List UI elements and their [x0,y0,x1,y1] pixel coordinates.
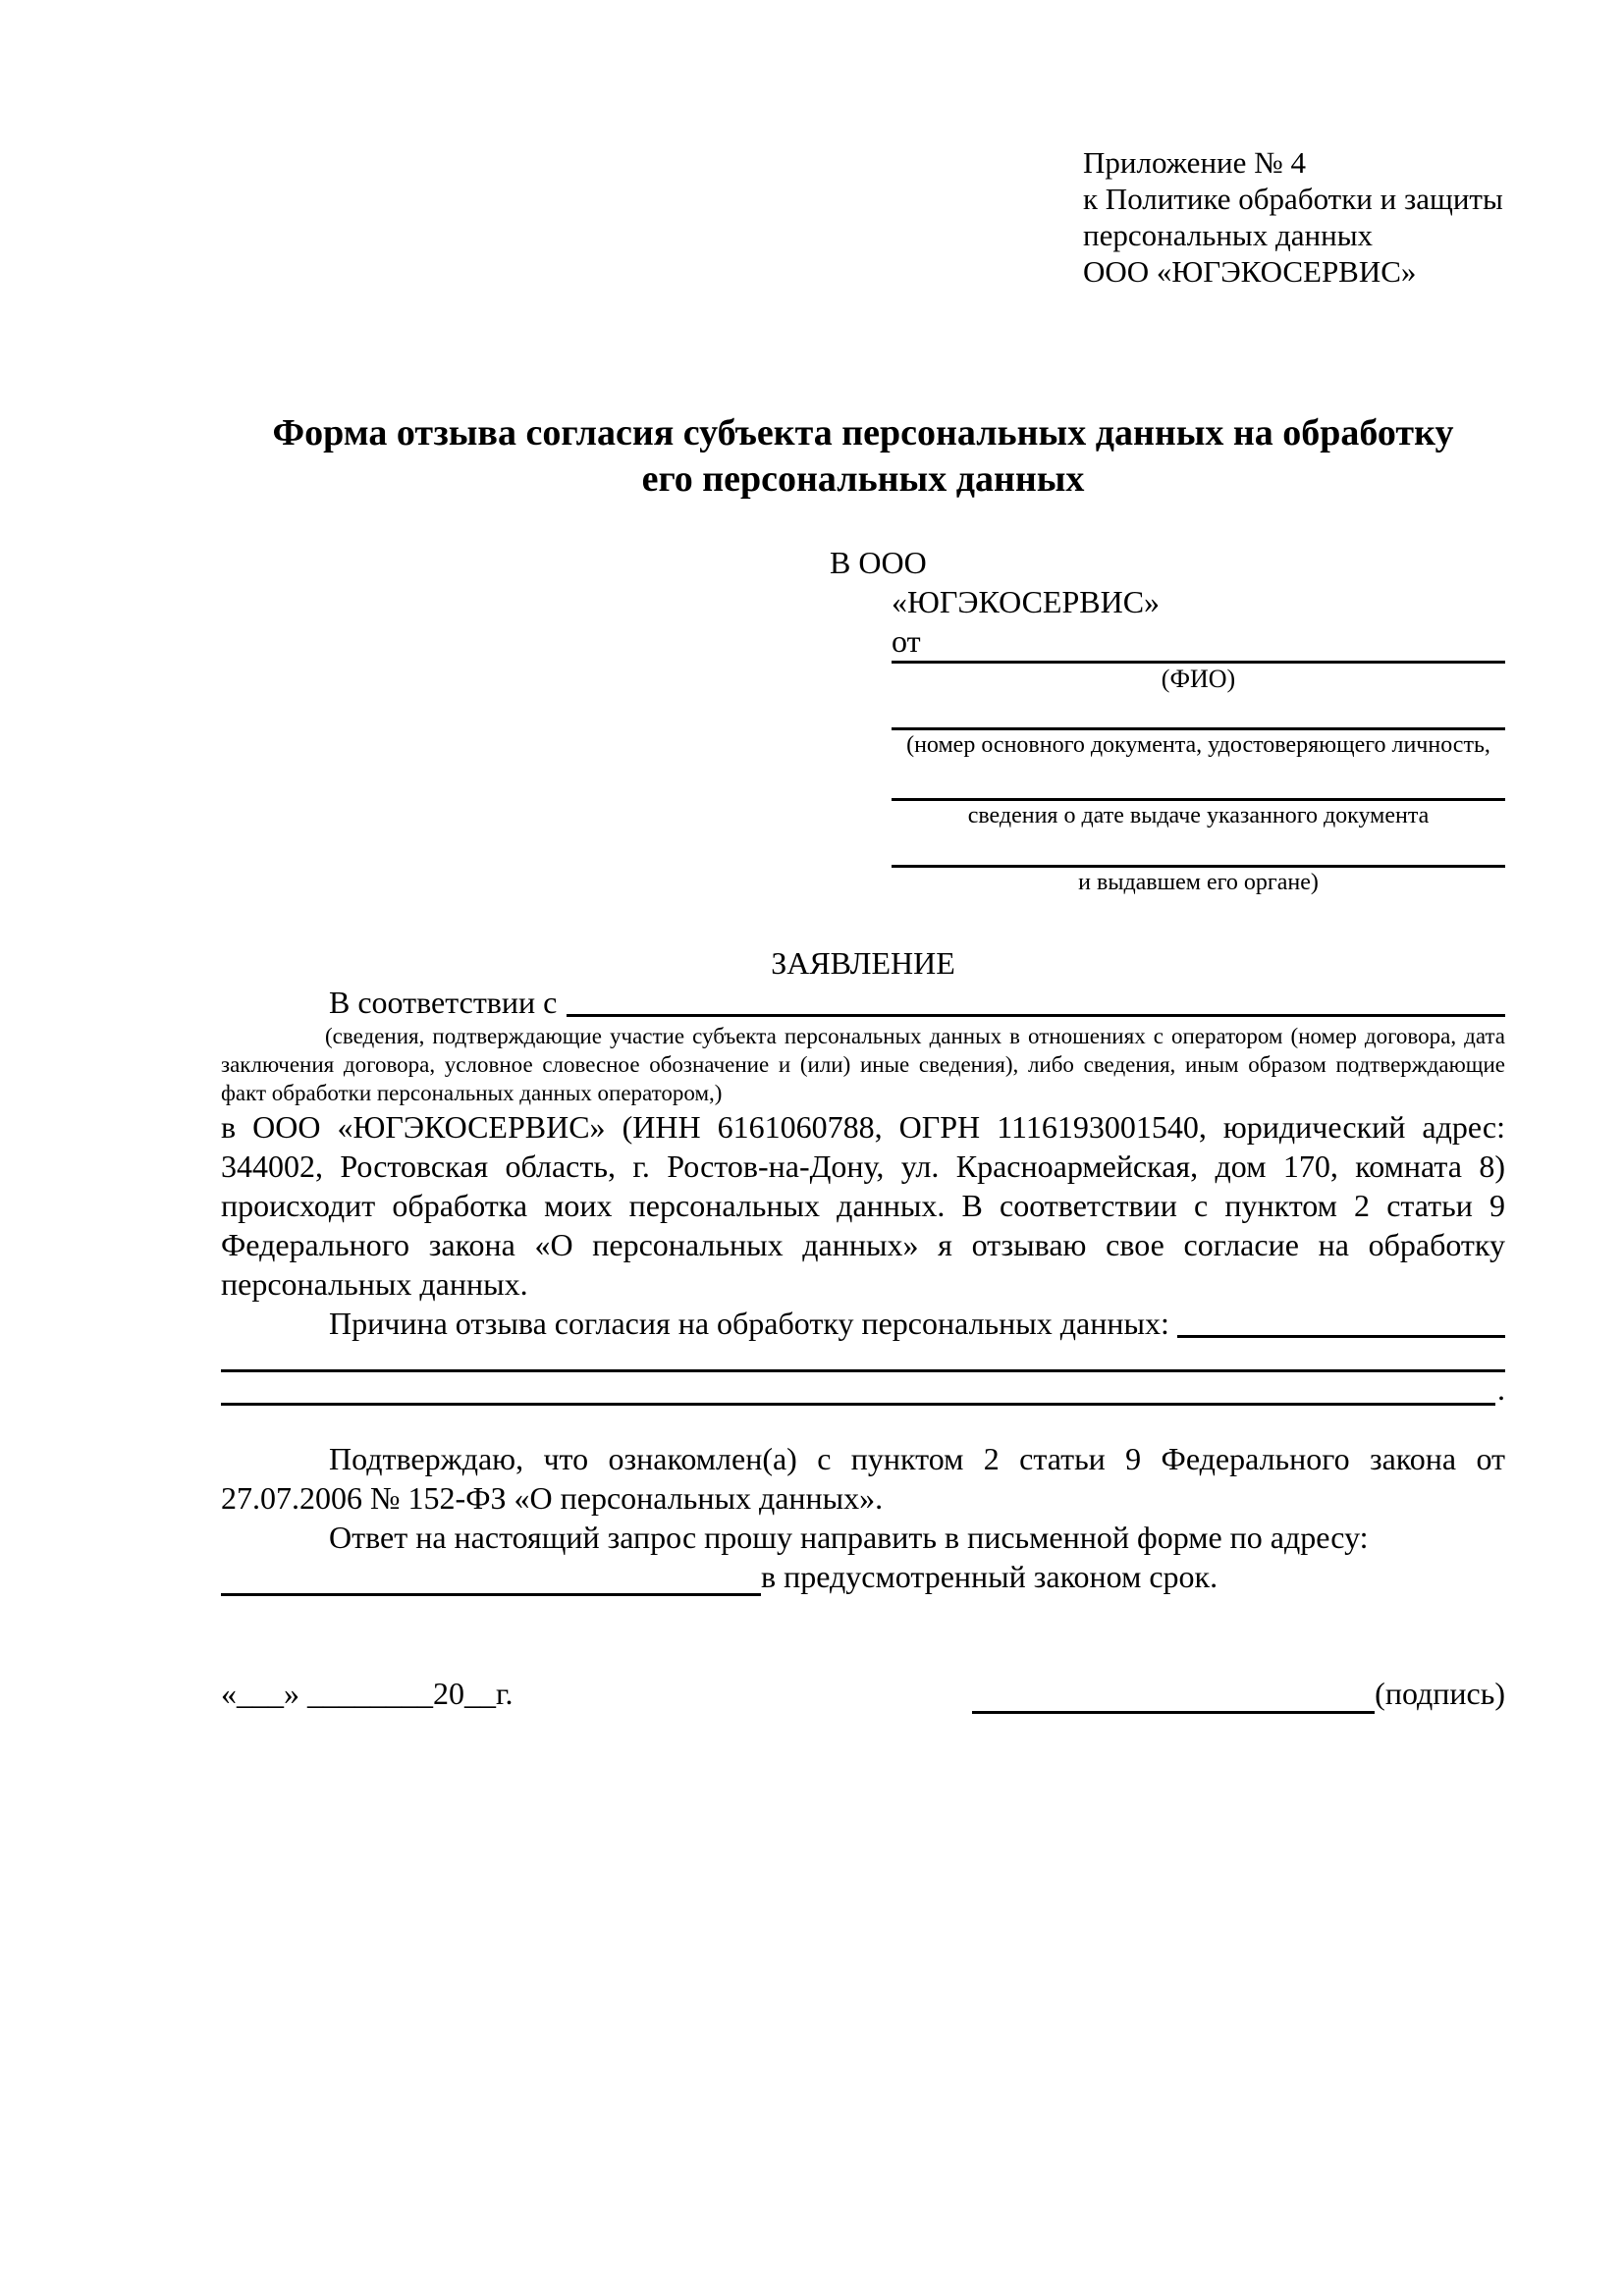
signature-caption: (подпись) [1375,1676,1505,1711]
confirmation-paragraph: Подтверждаю, что ознакомлен(а) с пунктом 2 статьи 9 Федерального закона от 27.07.2006 № 152-ФЗ «О персональных данных». [221,1441,1505,1516]
annex-line-3: персональных данных [1083,218,1374,252]
reply-address-row [221,1557,1505,1596]
reason-blank-line-3 [221,1372,1505,1406]
addressee-to-prefix: В ООО [830,545,927,580]
addressee-org-name: «ЮГЭКОСЕРВИС» [892,584,1161,619]
fine-print-note: (сведения, подтверждающие участие субъекта персональных данных в отношениях с оператором (номер договора, дата заключения договора, условное словесное обозначение и (или) иные сведения), либо сведения, иным образом подтверждающие факт обработки персональных данных оператором,) [221,1024,1505,1105]
reply-request-paragraph: Ответ на настоящий запрос прошу направить в письменной форме по адресу: [329,1520,1369,1555]
statement-main-paragraph: в ООО «ЮГЭКОСЕРВИС» (ИНН 6161060788, ОГРН 1116193001540, юридический адрес: 344002, Ростовская область, г. Ростов-на-Дону, ул. Красноармейская, дом 170, комната 8) происходит обработка моих персональных данных. В соответствии с пунктом 2 статьи 9 Федерального закона «О персональных данных» я отзываю свое согласие на обработку персональных данных. [221,1109,1505,1302]
doc-issuer-caption: и выдавшем его органе) [1078,870,1319,895]
reason-blank-line-3-rule [221,1372,1495,1406]
statement-intro-row [221,983,1505,1022]
statement-intro-prefix: В соответствии с [329,985,558,1020]
statement-heading: ЗАЯВЛЕНИЕ [771,945,955,981]
signature-group [972,1673,1505,1714]
addressee-from-label: от [892,623,921,659]
doc-issue-date-blank-line [892,760,1505,801]
document-title-line-2: его персональных данных [641,458,1085,500]
annex-header [1083,144,1505,290]
doc-number-caption: (номер основного документа, удостоверяющего личность, [906,732,1490,758]
doc-issuer-blank-line [892,830,1505,868]
date-blank: «___» ________20__г. [221,1676,514,1711]
annex-line-4: ООО «ЮГЭКОСЕРВИС» [1083,254,1417,289]
document-title [221,410,1505,503]
annex-line-2: к Политике обработки и защиты [1083,182,1503,216]
addressee-block [830,543,1505,897]
reply-deadline-text: в предусмотренный законом срок. [761,1559,1218,1594]
reason-blank-line [1177,1335,1505,1338]
signature-blank-line [972,1674,1375,1714]
doc-number-blank-line [892,695,1505,730]
date-signature-row [221,1673,1505,1714]
doc-issue-date-caption: сведения о дате выдаче указанного документа [967,803,1430,828]
reason-row [221,1304,1505,1343]
reason-label: Причина отзыва согласия на обработку персональных данных: [329,1306,1169,1341]
statement-intro-blank-line [567,1014,1505,1017]
reply-address-blank-line [221,1558,761,1596]
reason-blank-line-2 [221,1343,1505,1372]
fio-caption: (ФИО) [1161,665,1236,693]
annex-line-1: Приложение № 4 [1083,145,1306,180]
document-title-line-1: Форма отзыва согласия субъекта персональных данных на обработку [272,412,1454,454]
reason-line-end-period: . [1497,1371,1505,1407]
